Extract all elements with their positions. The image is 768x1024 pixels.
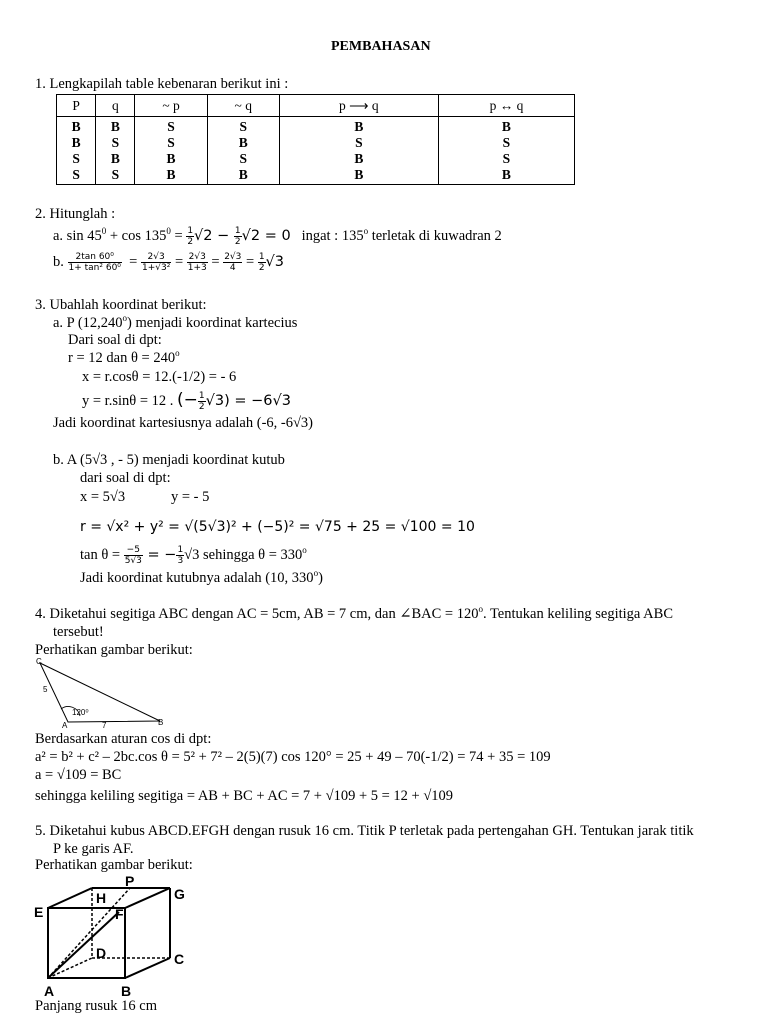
degree-mark: o bbox=[313, 568, 319, 579]
table-cell: B bbox=[96, 117, 135, 136]
degree-mark: 0 bbox=[101, 226, 107, 236]
numerator: 2√3 bbox=[188, 252, 206, 262]
q3b-y: y = - 5 bbox=[171, 489, 210, 505]
vertex-a-label: A bbox=[62, 721, 68, 728]
table-cell: S bbox=[438, 135, 574, 151]
vertex-b-label: B bbox=[158, 718, 164, 727]
q4-eq1: a² = b² + c² – 2bc.cos θ = 5² + 7² – 2(5)(7) cos 120° = 25 + 49 – 70(-1/2) = 74 + 35 = 109 bbox=[35, 749, 551, 765]
side-ac-label: 5 bbox=[43, 685, 48, 694]
side-ab-label: 7 bbox=[102, 721, 107, 728]
equals: = bbox=[170, 227, 187, 244]
numerator: 1 bbox=[198, 391, 205, 401]
cube-figure bbox=[30, 872, 200, 1000]
q2b-label: b. bbox=[53, 253, 64, 270]
q2a-expr-2: √2 = 0 bbox=[241, 227, 291, 244]
q3-prompt: 3. Ubahlah koordinat berikut: bbox=[35, 297, 207, 313]
q3a-y-tail: √3) = −6√3 bbox=[205, 392, 291, 409]
q5-prompt-2: P ke garis AF. bbox=[53, 841, 134, 857]
table-cell: S bbox=[207, 151, 279, 167]
table-cell: S bbox=[135, 117, 207, 136]
vertex-e-label: E bbox=[34, 904, 44, 920]
q2a-prefix: a. sin 45 bbox=[53, 227, 102, 244]
table-cell: B bbox=[135, 151, 207, 167]
page-title: PEMBAHASAN bbox=[331, 39, 431, 54]
header-cell: ~ p bbox=[135, 95, 207, 117]
q3a-line bbox=[53, 315, 297, 332]
q5-prompt-1: 5. Diketahui kubus ABCD.EFGH dengan rusuk 16 cm. Titik P terletak pada pertengahan GH. Tentukan jarak titik bbox=[35, 823, 694, 839]
vertex-d-label: D bbox=[96, 945, 107, 961]
numerator: 2tan 60⁰ bbox=[68, 252, 122, 263]
denominator: 2 bbox=[258, 263, 265, 273]
fraction-b3 bbox=[187, 252, 208, 273]
vertex-g-label: G bbox=[174, 886, 185, 902]
angle-label: 120⁰ bbox=[72, 708, 89, 717]
numerator: −5 bbox=[124, 545, 143, 556]
degree-mark: o bbox=[122, 313, 128, 324]
triangle-figure bbox=[34, 656, 170, 728]
fraction-b1 bbox=[68, 252, 122, 273]
numerator: 1 bbox=[177, 545, 184, 555]
table-cell: B bbox=[207, 135, 279, 151]
triangle-abc bbox=[40, 663, 160, 722]
q3b-conclusion bbox=[80, 570, 323, 587]
header-cell: q bbox=[96, 95, 135, 117]
q3b-tan-mid: = − bbox=[142, 546, 177, 563]
q2a-expr-1: √2 − bbox=[194, 227, 234, 244]
fraction-third bbox=[176, 545, 184, 566]
hidden-edges bbox=[48, 888, 170, 978]
q2a-line bbox=[53, 226, 502, 247]
q2a-mid: + cos 135 bbox=[106, 227, 167, 244]
q2-prompt: 2. Hitunglah : bbox=[35, 206, 116, 222]
vertex-h-label: H bbox=[96, 890, 107, 906]
q3b-tan-tail: √3 sehingga θ = 330 bbox=[184, 546, 303, 563]
table-row bbox=[57, 117, 575, 136]
table-cell: S bbox=[135, 135, 207, 151]
q2a-note-tail: terletak di kuwadran 2 bbox=[368, 227, 502, 244]
table-cell: B bbox=[438, 167, 574, 185]
denominator: 3 bbox=[177, 556, 184, 566]
table-cell: S bbox=[207, 117, 279, 136]
table-cell: B bbox=[135, 167, 207, 185]
table-cell: S bbox=[57, 167, 96, 185]
vertex-c-label: C bbox=[36, 657, 42, 666]
vertex-b-label: B bbox=[121, 983, 132, 999]
q4-prompt-text: 4. Diketahui segitiga ABC dengan AC = 5cm, AB = 7 cm, dan ∠BAC = 120 bbox=[35, 606, 479, 622]
fraction-tan bbox=[124, 545, 143, 566]
table-cell: B bbox=[279, 167, 438, 185]
degree-mark: o bbox=[478, 604, 483, 615]
q3a-x: x = r.cosθ = 12.(-1/2) = - 6 bbox=[82, 369, 237, 385]
fraction-b4 bbox=[223, 252, 242, 273]
table-cell: S bbox=[57, 151, 96, 167]
degree-mark: 0 bbox=[166, 226, 171, 236]
truth-table-header bbox=[57, 95, 575, 117]
vertex-f-label: F bbox=[115, 906, 124, 922]
table-cell: B bbox=[279, 117, 438, 136]
degree-mark: o bbox=[175, 348, 180, 359]
q3b-tan-text: tan θ = bbox=[80, 546, 124, 563]
table-cell: S bbox=[438, 151, 574, 167]
numerator: 1 bbox=[187, 226, 194, 236]
q2b-end: √3 bbox=[265, 253, 285, 270]
edge-eh bbox=[48, 888, 92, 908]
numerator: 2√3 bbox=[141, 252, 171, 263]
table-cell: B bbox=[279, 151, 438, 167]
header-cell: ~ q bbox=[207, 95, 279, 117]
fraction-b2 bbox=[141, 252, 171, 273]
degree-mark: o bbox=[363, 226, 369, 236]
degree-mark: o bbox=[302, 545, 307, 555]
segment-af bbox=[48, 912, 119, 978]
table-cell: S bbox=[96, 135, 135, 151]
denominator: 1+3 bbox=[187, 263, 207, 273]
denominator: 4 bbox=[229, 263, 236, 273]
table-cell: B bbox=[57, 135, 96, 151]
q3a-given: Dari soal di dpt: bbox=[68, 332, 162, 348]
q4-prompt-tail: . Tentukan keliling segitiga ABC bbox=[482, 606, 673, 622]
q1-prompt: 1. Lengkapilah table kebenaran berikut ini : bbox=[35, 76, 289, 92]
q3a-r bbox=[68, 350, 180, 367]
table-cell: B bbox=[438, 117, 574, 136]
table-row bbox=[57, 151, 575, 167]
q4-prompt-1 bbox=[35, 606, 673, 623]
edge-bc bbox=[125, 958, 170, 978]
denominator: 1+√3² bbox=[141, 263, 171, 273]
q3b-given: dari soal di dpt: bbox=[80, 470, 171, 486]
header-cell: p ⟶ q bbox=[279, 95, 438, 117]
q2b-line: b. $\frac{\text{2tan 60⁰}}{\text{1+ tan² 60⁰}}$ = $\frac{2√3}{\text{1+√3²}}$ = $\frac{2√3}{1+3}$ = $\frac{2√3}{4}$ = $\frac{1}{2}$ √3 bbox=[53, 252, 285, 273]
q5-see-figure: Perhatikan gambar berikut: bbox=[35, 857, 193, 873]
numerator: 1 bbox=[234, 226, 241, 236]
table-row bbox=[57, 135, 575, 151]
cube-edges bbox=[48, 888, 170, 978]
q3b-conclusion-text: Jadi koordinat kutubnya adalah (10, 330 bbox=[80, 570, 314, 586]
header-cell: p ↔ q bbox=[438, 95, 574, 117]
denominator: 2 bbox=[234, 237, 241, 247]
q3b-tan bbox=[80, 545, 307, 566]
numerator: 1 bbox=[258, 252, 265, 262]
q3b-line: b. A (5√3 , - 5) menjadi koordinat kutub bbox=[53, 452, 285, 468]
table-cell: B bbox=[57, 117, 96, 136]
q3a-y bbox=[82, 391, 291, 412]
table-cell: B bbox=[96, 151, 135, 167]
vertex-p-label: P bbox=[125, 873, 135, 889]
q3b-x: x = 5√3 bbox=[80, 489, 126, 505]
fraction-half bbox=[258, 252, 266, 273]
table-cell: B bbox=[207, 167, 279, 185]
truth-table bbox=[56, 94, 575, 185]
vertex-a-label: A bbox=[44, 983, 55, 999]
edge-ad bbox=[48, 958, 92, 978]
q4-eq2: a = √109 = BC bbox=[35, 767, 122, 783]
q3a-text-tail: ) menjadi koordinat kartecius bbox=[127, 315, 298, 331]
fraction-half bbox=[234, 226, 242, 247]
q4-rule: Berdasarkan aturan cos di dpt: bbox=[35, 731, 212, 747]
vertex-c-label: C bbox=[174, 951, 185, 967]
fraction-half bbox=[186, 226, 194, 247]
q4-see-figure: Perhatikan gambar berikut: bbox=[35, 642, 193, 658]
denominator: 2 bbox=[198, 402, 205, 412]
fraction-half bbox=[198, 391, 206, 412]
header-cell: P bbox=[57, 95, 96, 117]
denominator: 5√3 bbox=[124, 556, 142, 566]
q5-edge-length: Panjang rusuk 16 cm bbox=[35, 998, 158, 1014]
table-cell: S bbox=[96, 167, 135, 185]
numerator: 2√3 bbox=[224, 252, 242, 262]
q3a-text: a. P (12,240 bbox=[53, 315, 123, 331]
q4-eq3: sehingga keliling segitiga = AB + BC + AC = 7 + √109 + 5 = 12 + √109 bbox=[35, 788, 454, 804]
denominator: 1+ tan² 60⁰ bbox=[68, 263, 121, 273]
q3a-r-text: r = 12 dan θ = 240 bbox=[68, 350, 176, 366]
paren: (− bbox=[177, 389, 198, 410]
q3b-r: r = √x² + y² = √(5√3)² + (−5)² = √75 + 25 = √100 = 10 bbox=[80, 519, 475, 535]
edge-fg bbox=[125, 888, 170, 908]
table-row bbox=[57, 167, 575, 185]
q3b-conclusion-tail: ) bbox=[318, 570, 323, 586]
table-cell: S bbox=[279, 135, 438, 151]
q4-prompt-2: tersebut! bbox=[53, 624, 104, 640]
denominator: 2 bbox=[187, 237, 194, 247]
q3a-y-text: y = r.sinθ = 12 . bbox=[82, 392, 178, 409]
q3a-conclusion: Jadi koordinat kartesiusnya adalah (-6, -6√3) bbox=[53, 415, 314, 431]
q2a-note: ingat : 135 bbox=[301, 227, 364, 244]
